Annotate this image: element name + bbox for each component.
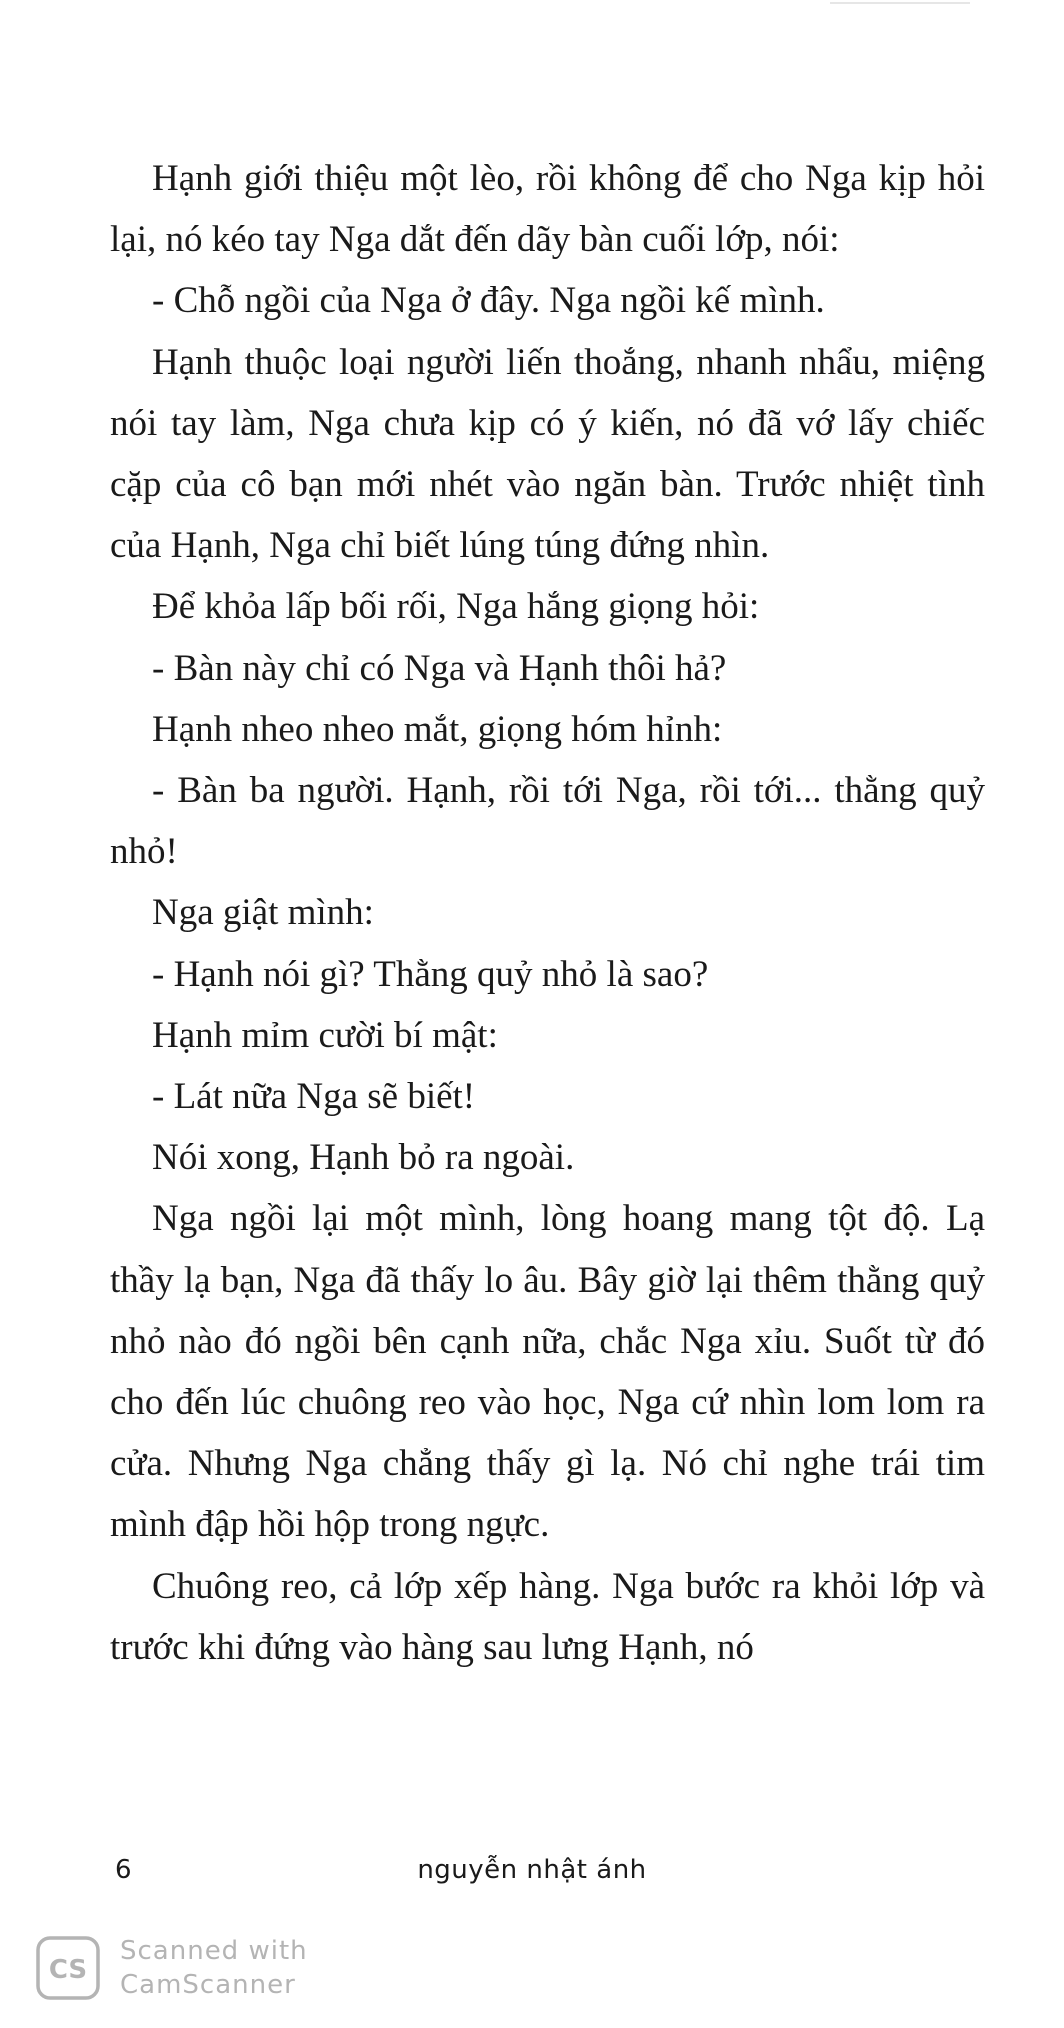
dialogue-line: - Hạnh nói gì? Thằng quỷ nhỏ là sao? [152,953,709,995]
page-footer [0,1855,1064,1895]
paragraph: Chuông reo, cả lớp xếp hàng. Nga bước ra khỏi lớp và trước khi đứng vào hàng sau lưng Hạnh, nó [110,1565,985,1668]
body-text [110,148,985,1678]
paragraph: Hạnh nheo nheo mắt, giọng hóm hỉnh: [152,708,723,750]
page-number: 6 [115,1855,132,1885]
paragraph: Nga giật mình: [152,892,374,934]
dialogue-line: - Bàn ba người. Hạnh, rồi tới Nga, rồi tới... thằng quỷ nhỏ! [110,770,985,873]
camscanner-watermark [36,1932,336,2004]
dialogue-line: - Lát nữa Nga sẽ biết! [152,1076,476,1118]
paragraph: Để khỏa lấp bối rối, Nga hắng giọng hỏi: [152,586,760,628]
watermark-line-1: Scanned with [120,1936,308,1966]
paragraph: Nga ngồi lại một mình, lòng hoang mang tột độ. Lạ thầy lạ bạn, Nga đã thấy lo âu. Bây giờ lại thêm thằng quỷ nhỏ nào đó ngồi bên cạnh nữa, chắc Nga xỉu. Suốt từ đó cho đến lúc chuông reo vào học, Nga cứ nhìn lom lom ra cửa. Nhưng Nga chẳng thấy gì lạ. Nó chỉ nghe trái tim mình đập hồi hộp trong ngực. [110,1198,985,1546]
paragraph: Hạnh mỉm cười bí mật: [152,1014,498,1056]
watermark-text [120,1934,308,2002]
paragraph: Hạnh giới thiệu một lèo, rồi không để cho Nga kịp hỏi lại, nó kéo tay Nga dắt đến dãy bàn cuối lớp, nói: [110,158,985,261]
paragraph: Hạnh thuộc loại người liến thoắng, nhanh nhẩu, miệng nói tay làm, Nga chưa kịp có ý kiến, nó đã vớ lấy chiếc cặp của cô bạn mới nhét vào ngăn bàn. Trước nhiệt tình của Hạnh, Nga chỉ biết lúng túng đứng nhìn. [110,341,985,567]
camscanner-logo-icon [36,1936,100,2000]
watermark-line-2: CamScanner [120,1970,296,2000]
logo-text: CS [48,1955,88,1985]
scan-edge-mark [830,2,970,4]
dialogue-line: - Bàn này chỉ có Nga và Hạnh thôi hả? [152,647,727,689]
dialogue-line: - Chỗ ngồi của Nga ở đây. Nga ngồi kế mình. [152,280,825,322]
paragraph: Nói xong, Hạnh bỏ ra ngoài. [152,1137,575,1179]
running-footer-author: nguyễn nhật ánh [417,1855,647,1885]
